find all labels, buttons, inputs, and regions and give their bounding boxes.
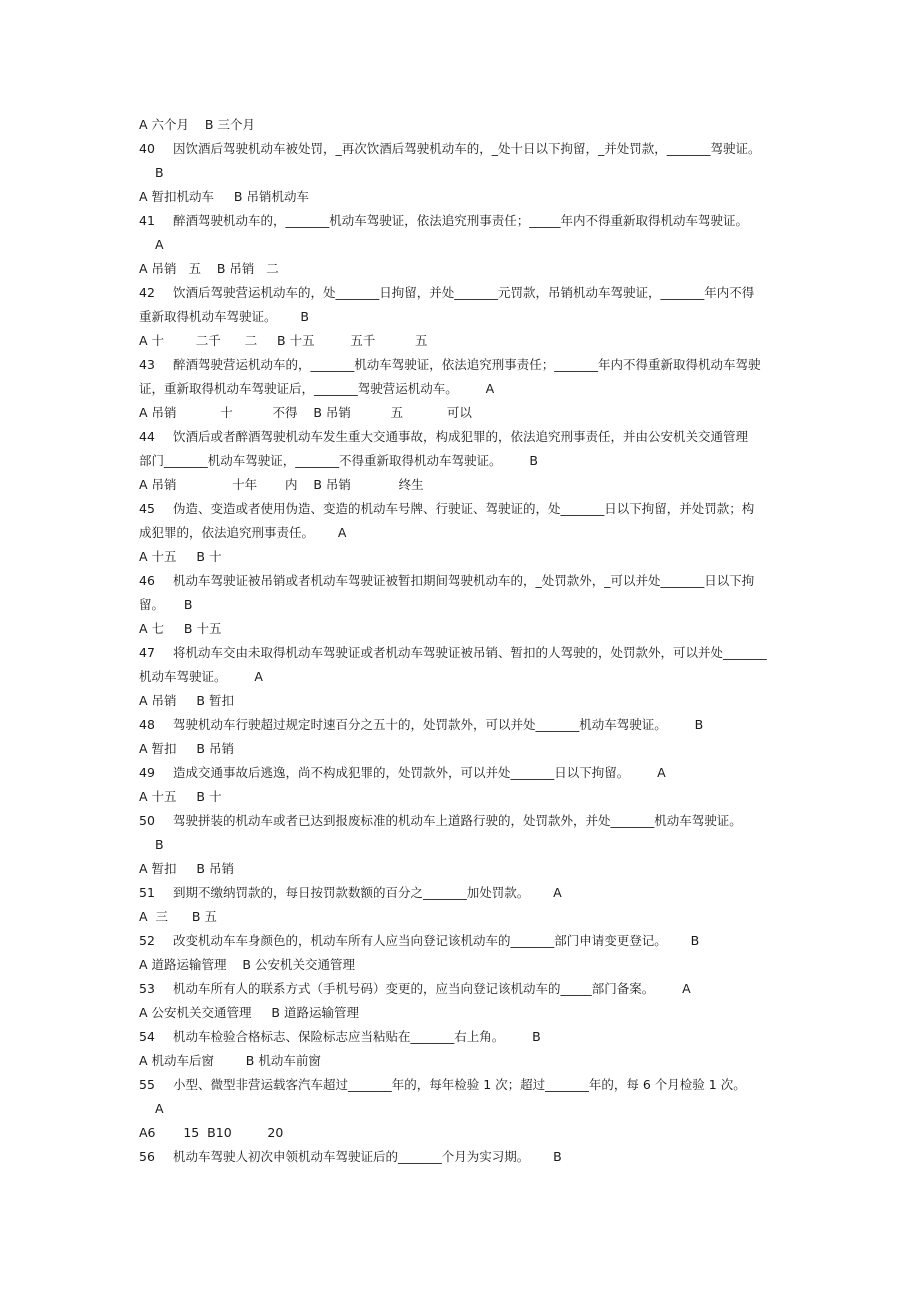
question-text: 驾驶拼装的机动车或者已达到报废标准的机动车上道路行驶的，处罚款外，并处_______机动车驾驶证。 xyxy=(173,813,742,828)
question-line xyxy=(139,137,789,161)
correct-answer xyxy=(139,161,789,185)
options-text: A 三 B 五 xyxy=(139,909,217,924)
answer-letter: A xyxy=(155,237,164,252)
question-number: 46 xyxy=(139,573,155,588)
question-line xyxy=(139,977,789,1001)
question-text: 醉酒驾驶营运机动车的，_______机动车驾驶证，依法追究刑事责任；_______年内不得重新取得机动车驾驶 xyxy=(173,357,761,372)
question-line xyxy=(139,713,789,737)
correct-answer xyxy=(139,233,789,257)
question-number: 50 xyxy=(139,813,155,828)
question-number: 56 xyxy=(139,1149,155,1164)
answer-options xyxy=(139,857,789,881)
question-number: 53 xyxy=(139,981,155,996)
question-text: 到期不缴纳罚款的，每日按罚款数额的百分之_______加处罚款。 A xyxy=(173,885,562,900)
question-continuation xyxy=(139,449,789,473)
answer-options xyxy=(139,617,789,641)
answer-letter: A xyxy=(155,1101,164,1116)
answer-options xyxy=(139,1121,789,1145)
question-line xyxy=(139,497,789,521)
question-number: 47 xyxy=(139,645,155,660)
options-text: A 吊销 五 B 吊销 二 xyxy=(139,261,279,276)
question-text: 饮酒后或者醉酒驾驶机动车发生重大交通事故，构成犯罪的，依法追究刑事责任，并由公安机关交通管理 xyxy=(173,429,749,444)
correct-answer xyxy=(139,833,789,857)
question-text: 改变机动车车身颜色的，机动车所有人应当向登记该机动车的_______部门申请变更登记。 B xyxy=(173,933,700,948)
answer-options xyxy=(139,689,789,713)
question-number: 43 xyxy=(139,357,155,372)
answer-options xyxy=(139,545,789,569)
question-line xyxy=(139,1145,789,1169)
options-text: A 暂扣 B 吊销 xyxy=(139,861,234,876)
question-line xyxy=(139,1025,789,1049)
answer-options xyxy=(139,953,789,977)
options-text: A 公安机关交通管理 B 道路运输管理 xyxy=(139,1005,359,1020)
question-line xyxy=(139,881,789,905)
question-text: 小型、微型非营运载客汽车超过_______年的，每年检验 1 次；超过_______年的，每 6 个月检验 1 次。 xyxy=(173,1077,746,1092)
question-number: 41 xyxy=(139,213,155,228)
options-text: A 十五 B 十 xyxy=(139,549,222,564)
answer-options xyxy=(139,257,789,281)
question-text: 饮酒后驾驶营运机动车的，处_______日拘留，并处_______元罚款，吊销机动车驾驶证，_______年内不得 xyxy=(173,285,755,300)
question-text: 机动车驾驶证被吊销或者机动车驾驶证被暂扣期间驾驶机动车的，_处罚款外，_可以并处_______日以下拘 xyxy=(173,573,755,588)
options-text: A 暂扣 B 吊销 xyxy=(139,741,234,756)
correct-answer xyxy=(139,1097,789,1121)
options-text: A 七 B 十五 xyxy=(139,621,222,636)
options-text: A 道路运输管理 B 公安机关交通管理 xyxy=(139,957,355,972)
question-continuation xyxy=(139,305,789,329)
question-text: 机动车检验合格标志、保险标志应当粘贴在_______右上角。 B xyxy=(173,1029,541,1044)
options-text: A 六个月 B 三个月 xyxy=(139,117,255,132)
question-continuation xyxy=(139,521,789,545)
answer-options xyxy=(139,329,789,353)
question-list xyxy=(139,113,789,1169)
question-text: 醉酒驾驶机动车的，_______机动车驾驶证，依法追究刑事责任；_____年内不得重新取得机动车驾驶证。 xyxy=(173,213,749,228)
question-line xyxy=(139,281,789,305)
question-text: 伪造、变造或者使用伪造、变造的机动车号牌、行驶证、驾驶证的，处_______日以下拘留，并处罚款；构 xyxy=(173,501,755,516)
continuation-text: 机动车驾驶证。 A xyxy=(139,669,263,684)
continuation-text: 重新取得机动车驾驶证。 B xyxy=(139,309,309,324)
question-line xyxy=(139,353,789,377)
options-text: A6 15 B10 20 xyxy=(139,1125,284,1140)
question-number: 51 xyxy=(139,885,155,900)
options-text: A 十五 B 十 xyxy=(139,789,222,804)
options-text: A 吊销 十年 内 B 吊销 终生 xyxy=(139,477,424,492)
question-text: 造成交通事故后逃逸，尚不构成犯罪的，处罚款外，可以并处_______日以下拘留。 A xyxy=(173,765,666,780)
question-continuation xyxy=(139,665,789,689)
question-number: 40 xyxy=(139,141,155,156)
continuation-text: 留。 B xyxy=(139,597,193,612)
answer-options xyxy=(139,1001,789,1025)
question-line xyxy=(139,425,789,449)
question-text: 将机动车交由未取得机动车驾驶证或者机动车驾驶证被吊销、暂扣的人驾驶的，处罚款外，可以并处_______ xyxy=(173,645,767,660)
answer-options xyxy=(139,785,789,809)
options-text: A 机动车后窗 B 机动车前窗 xyxy=(139,1053,321,1068)
question-text: 机动车驾驶人初次申领机动车驾驶证后的_______个月为实习期。 B xyxy=(173,1149,562,1164)
answer-options xyxy=(139,401,789,425)
question-line xyxy=(139,569,789,593)
question-line xyxy=(139,641,789,665)
continuation-text: 成犯罪的，依法追究刑事责任。 A xyxy=(139,525,347,540)
question-line xyxy=(139,1073,789,1097)
question-number: 42 xyxy=(139,285,155,300)
question-text: 驾驶机动车行驶超过规定时速百分之五十的，处罚款外，可以并处_______机动车驾驶证。 B xyxy=(173,717,704,732)
question-text: 因饮酒后驾驶机动车被处罚，_再次饮酒后驾驶机动车的，_处十日以下拘留，_并处罚款，_______驾驶证。 xyxy=(173,141,761,156)
question-line xyxy=(139,929,789,953)
question-line xyxy=(139,809,789,833)
question-text: 机动车所有人的联系方式（手机号码）变更的，应当向登记该机动车的_____部门备案。 A xyxy=(173,981,691,996)
question-number: 45 xyxy=(139,501,155,516)
answer-options xyxy=(139,1049,789,1073)
question-number: 48 xyxy=(139,717,155,732)
question-number: 55 xyxy=(139,1077,155,1092)
answer-letter: B xyxy=(155,165,164,180)
answer-options xyxy=(139,905,789,929)
question-number: 49 xyxy=(139,765,155,780)
question-line xyxy=(139,209,789,233)
answer-letter: B xyxy=(155,837,164,852)
continuation-text: 部门_______机动车驾驶证，_______不得重新取得机动车驾驶证。 B xyxy=(139,453,538,468)
question-continuation xyxy=(139,377,789,401)
question-continuation xyxy=(139,593,789,617)
question-number: 52 xyxy=(139,933,155,948)
question-number: 54 xyxy=(139,1029,155,1044)
answer-options xyxy=(139,737,789,761)
question-number: 44 xyxy=(139,429,155,444)
options-text: A 十 二千 二 B 十五 五千 五 xyxy=(139,333,428,348)
question-line xyxy=(139,761,789,785)
options-text: A 吊销 十 不得 B 吊销 五 可以 xyxy=(139,405,472,420)
continuation-text: 证，重新取得机动车驾驶证后，_______驾驶营运机动车。 A xyxy=(139,381,495,396)
options-text: A 暂扣机动车 B 吊销机动车 xyxy=(139,189,309,204)
options-text: A 吊销 B 暂扣 xyxy=(139,693,234,708)
answer-options xyxy=(139,473,789,497)
answer-options xyxy=(139,185,789,209)
answer-options xyxy=(139,113,789,137)
